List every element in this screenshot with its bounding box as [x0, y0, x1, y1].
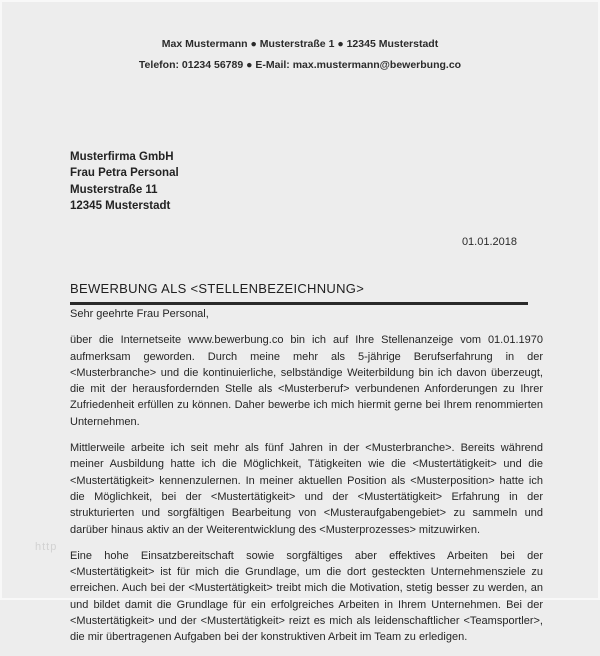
recipient-city: 12345 Musterstadt	[70, 199, 171, 212]
sender-header	[0, 34, 600, 76]
letter-body	[70, 306, 543, 656]
letter-date: 01.01.2018	[461, 236, 517, 248]
subject-line: BEWERBUNG ALS <STELLENBEZEICHNUNG>	[70, 281, 365, 296]
body-paragraph-3: Eine hohe Einsatzbereitschaft sowie sorgfältiges aber effektives Arbeiten bei der <Mustertätigkeit> ist für mich die Grundlage, um die dort gesteckten Unternehmensziele zu erreichen. Auch bei der <Mustertätigkeit> treibt mich die Motivation, stetig besser zu werden, an und bildet damit die Grundlage für ein erfolgreiches Arbeiten in Ihrem Unternehmen. Bei der <Mustertätigkeit> und der <Mustertätigkeit> reizt es mich als leidenschaftlicher <Teamsportler>, die mir übertragenen Aufgaben bei der konstruktiven Arbeit im Team zu erledigen.	[70, 549, 543, 644]
recipient-street: Musterstraße 11	[70, 183, 158, 196]
subject-block	[70, 281, 528, 305]
sender-header-line1: Max Mustermann ● Musterstraße 1 ● 12345 Musterstadt	[161, 38, 439, 50]
recipient-contact-person: Frau Petra Personal	[70, 167, 179, 180]
recipient-address	[70, 149, 179, 214]
recipient-company: Musterfirma GmbH	[70, 151, 174, 163]
salutation: Sehr geehrte Frau Personal,	[70, 308, 209, 320]
watermark-text: http	[35, 541, 58, 553]
body-paragraph-2: Mittlerweile arbeite ich seit mehr als fünf Jahren in der <Musterbranche>. Bereits während meiner Ausbildung hatte ich die Möglichkeit, Tätigkeiten wie die <Mustertätigkeit> und die <Mustertätigkeit> kennenzulernen. In meiner aktuellen Position als <Musterposition> hatte ich die Möglichkeit, bei der <Mustertätigkeit> und der <Mustertätigkeit> Erfahrung in der strukturierten und sorgfältigen Bearbeitung von <Musteraufgabengebiet> zu sammeln und darüber hinaus aktiv an der Weiterentwicklung des <Musterprozesses> mitzuwirken.	[70, 442, 543, 536]
body-paragraph-1: über die Internetseite www.bewerbung.co bin ich auf Ihre Stellenanzeige vom 01.01.1970 aufmerksam geworden. Durch meine mehr als 5-jährige Berufserfahrung in der <Musterbranche> und die kontinuierliche, selbständige Weiterbildung bin ich davon überzeugt, die mit der herausfordernden Stelle als <Musterberuf> verbundenen Anforderungen zu Ihrer Zufriedenheit erfüllen zu können. Daher bewerbe ich mich hiermit gerne bei Ihrem renommierten Unternehmen.	[70, 334, 543, 428]
subject-underline-rule	[70, 302, 528, 305]
sender-header-line2: Telefon: 01234 56789 ● E-Mail: max.mustermann@bewerbung.co	[138, 59, 462, 71]
